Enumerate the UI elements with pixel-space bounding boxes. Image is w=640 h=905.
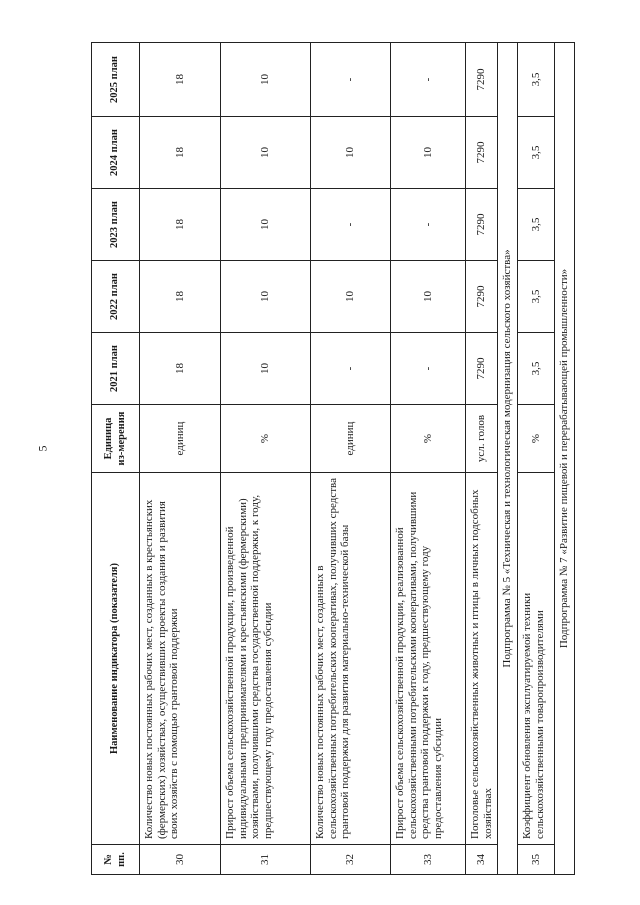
value-2021: 18 xyxy=(140,333,221,405)
value-2023: 10 xyxy=(221,189,311,261)
table-row xyxy=(391,43,466,875)
value-2021: - xyxy=(391,333,466,405)
value-2025: - xyxy=(391,43,466,117)
value-2023: - xyxy=(311,189,391,261)
rotated-table-container xyxy=(91,43,571,875)
col-header-2024: 2024 план xyxy=(92,117,140,189)
value-2024: 3,5 xyxy=(517,117,554,189)
value-2022: 7290 xyxy=(466,261,498,333)
subprogram-5-heading: Подпрограмма № 5 «Техническая и технологическая модернизация сельского хозяйства» xyxy=(498,43,518,875)
col-header-name: Наименование индикатора (показателя) xyxy=(92,473,140,845)
row-unit: единиц xyxy=(140,405,221,473)
row-name: Количество новых постоянных рабочих мест, созданных в сельскохозяйственных потребительских кооперативах, получивших средства грантовой поддержки для развития материально-технической базы xyxy=(311,473,391,845)
row-name: Коэффициент обновления эксплуатируемой техники сельскохозяйственными товаропроизводителями xyxy=(517,473,554,845)
table-row xyxy=(466,43,498,875)
col-header-num: № пп. xyxy=(92,845,140,875)
subprogram-row xyxy=(498,43,518,875)
row-num: 30 xyxy=(140,845,221,875)
value-2024: 7290 xyxy=(466,117,498,189)
value-2021: 10 xyxy=(221,333,311,405)
row-name: Прирост объема сельскохозяйственной продукции, произведенной индивидуальными предпринимателями и крестьянскими (фермерскими) хозяйствами, получившими средства государственной поддержки, к году, предшествующему году предоставления субсидии xyxy=(221,473,311,845)
value-2024: 10 xyxy=(311,117,391,189)
value-2021: 3,5 xyxy=(517,333,554,405)
row-unit: единиц xyxy=(311,405,391,473)
header-row xyxy=(92,43,140,875)
col-header-2023: 2023 план xyxy=(92,189,140,261)
value-2022: 18 xyxy=(140,261,221,333)
subprogram-row xyxy=(554,43,574,875)
value-2023: 3,5 xyxy=(517,189,554,261)
row-unit: % xyxy=(517,405,554,473)
value-2025: 7290 xyxy=(466,43,498,117)
value-2022: 3,5 xyxy=(517,261,554,333)
row-num: 33 xyxy=(391,845,466,875)
table-row xyxy=(517,43,554,875)
value-2025: 18 xyxy=(140,43,221,117)
row-name: Количество новых постоянных рабочих мест, созданных в крестьянских (фермерских) хозяйствах, осуществивших проекты создания и развития своих хозяйств с помощью грантовой поддержки xyxy=(140,473,221,845)
value-2025: 10 xyxy=(221,43,311,117)
table-row xyxy=(311,43,391,875)
row-unit: усл. голов xyxy=(466,405,498,473)
value-2023: - xyxy=(391,189,466,261)
value-2023: 18 xyxy=(140,189,221,261)
row-num: 31 xyxy=(221,845,311,875)
value-2022: 10 xyxy=(391,261,466,333)
value-2023: 7290 xyxy=(466,189,498,261)
row-name: Прирост объема сельскохозяйственной продукции, реализованной сельскохозяйственными потребительскими кооперативами, получившими средства грантовой поддержки к году, предшествующему году предоставления субсидии xyxy=(391,473,466,845)
value-2024: 10 xyxy=(221,117,311,189)
page-number: 5 xyxy=(35,445,50,452)
row-name: Поголовье сельскохозяйственных животных и птицы в личных подсобных хозяйствах xyxy=(466,473,498,845)
value-2022: 10 xyxy=(221,261,311,333)
col-header-2025: 2025 план xyxy=(92,43,140,117)
row-num: 32 xyxy=(311,845,391,875)
col-header-unit: Единица из-мерения xyxy=(92,405,140,473)
value-2021: 7290 xyxy=(466,333,498,405)
table-row xyxy=(221,43,311,875)
table-frame xyxy=(91,43,571,875)
col-header-2021: 2021 план xyxy=(92,333,140,405)
indicators-table xyxy=(91,42,575,875)
value-2024: 18 xyxy=(140,117,221,189)
value-2025: 3,5 xyxy=(517,43,554,117)
row-num: 35 xyxy=(517,845,554,875)
row-unit: % xyxy=(221,405,311,473)
table-row xyxy=(140,43,221,875)
subprogram-7-heading: Подпрограмма № 7 «Развитие пищевой и перерабатывающей промышленности» xyxy=(554,43,574,875)
value-2022: 10 xyxy=(311,261,391,333)
value-2021: - xyxy=(311,333,391,405)
row-unit: % xyxy=(391,405,466,473)
row-num: 34 xyxy=(466,845,498,875)
value-2024: 10 xyxy=(391,117,466,189)
value-2025: - xyxy=(311,43,391,117)
col-header-2022: 2022 план xyxy=(92,261,140,333)
